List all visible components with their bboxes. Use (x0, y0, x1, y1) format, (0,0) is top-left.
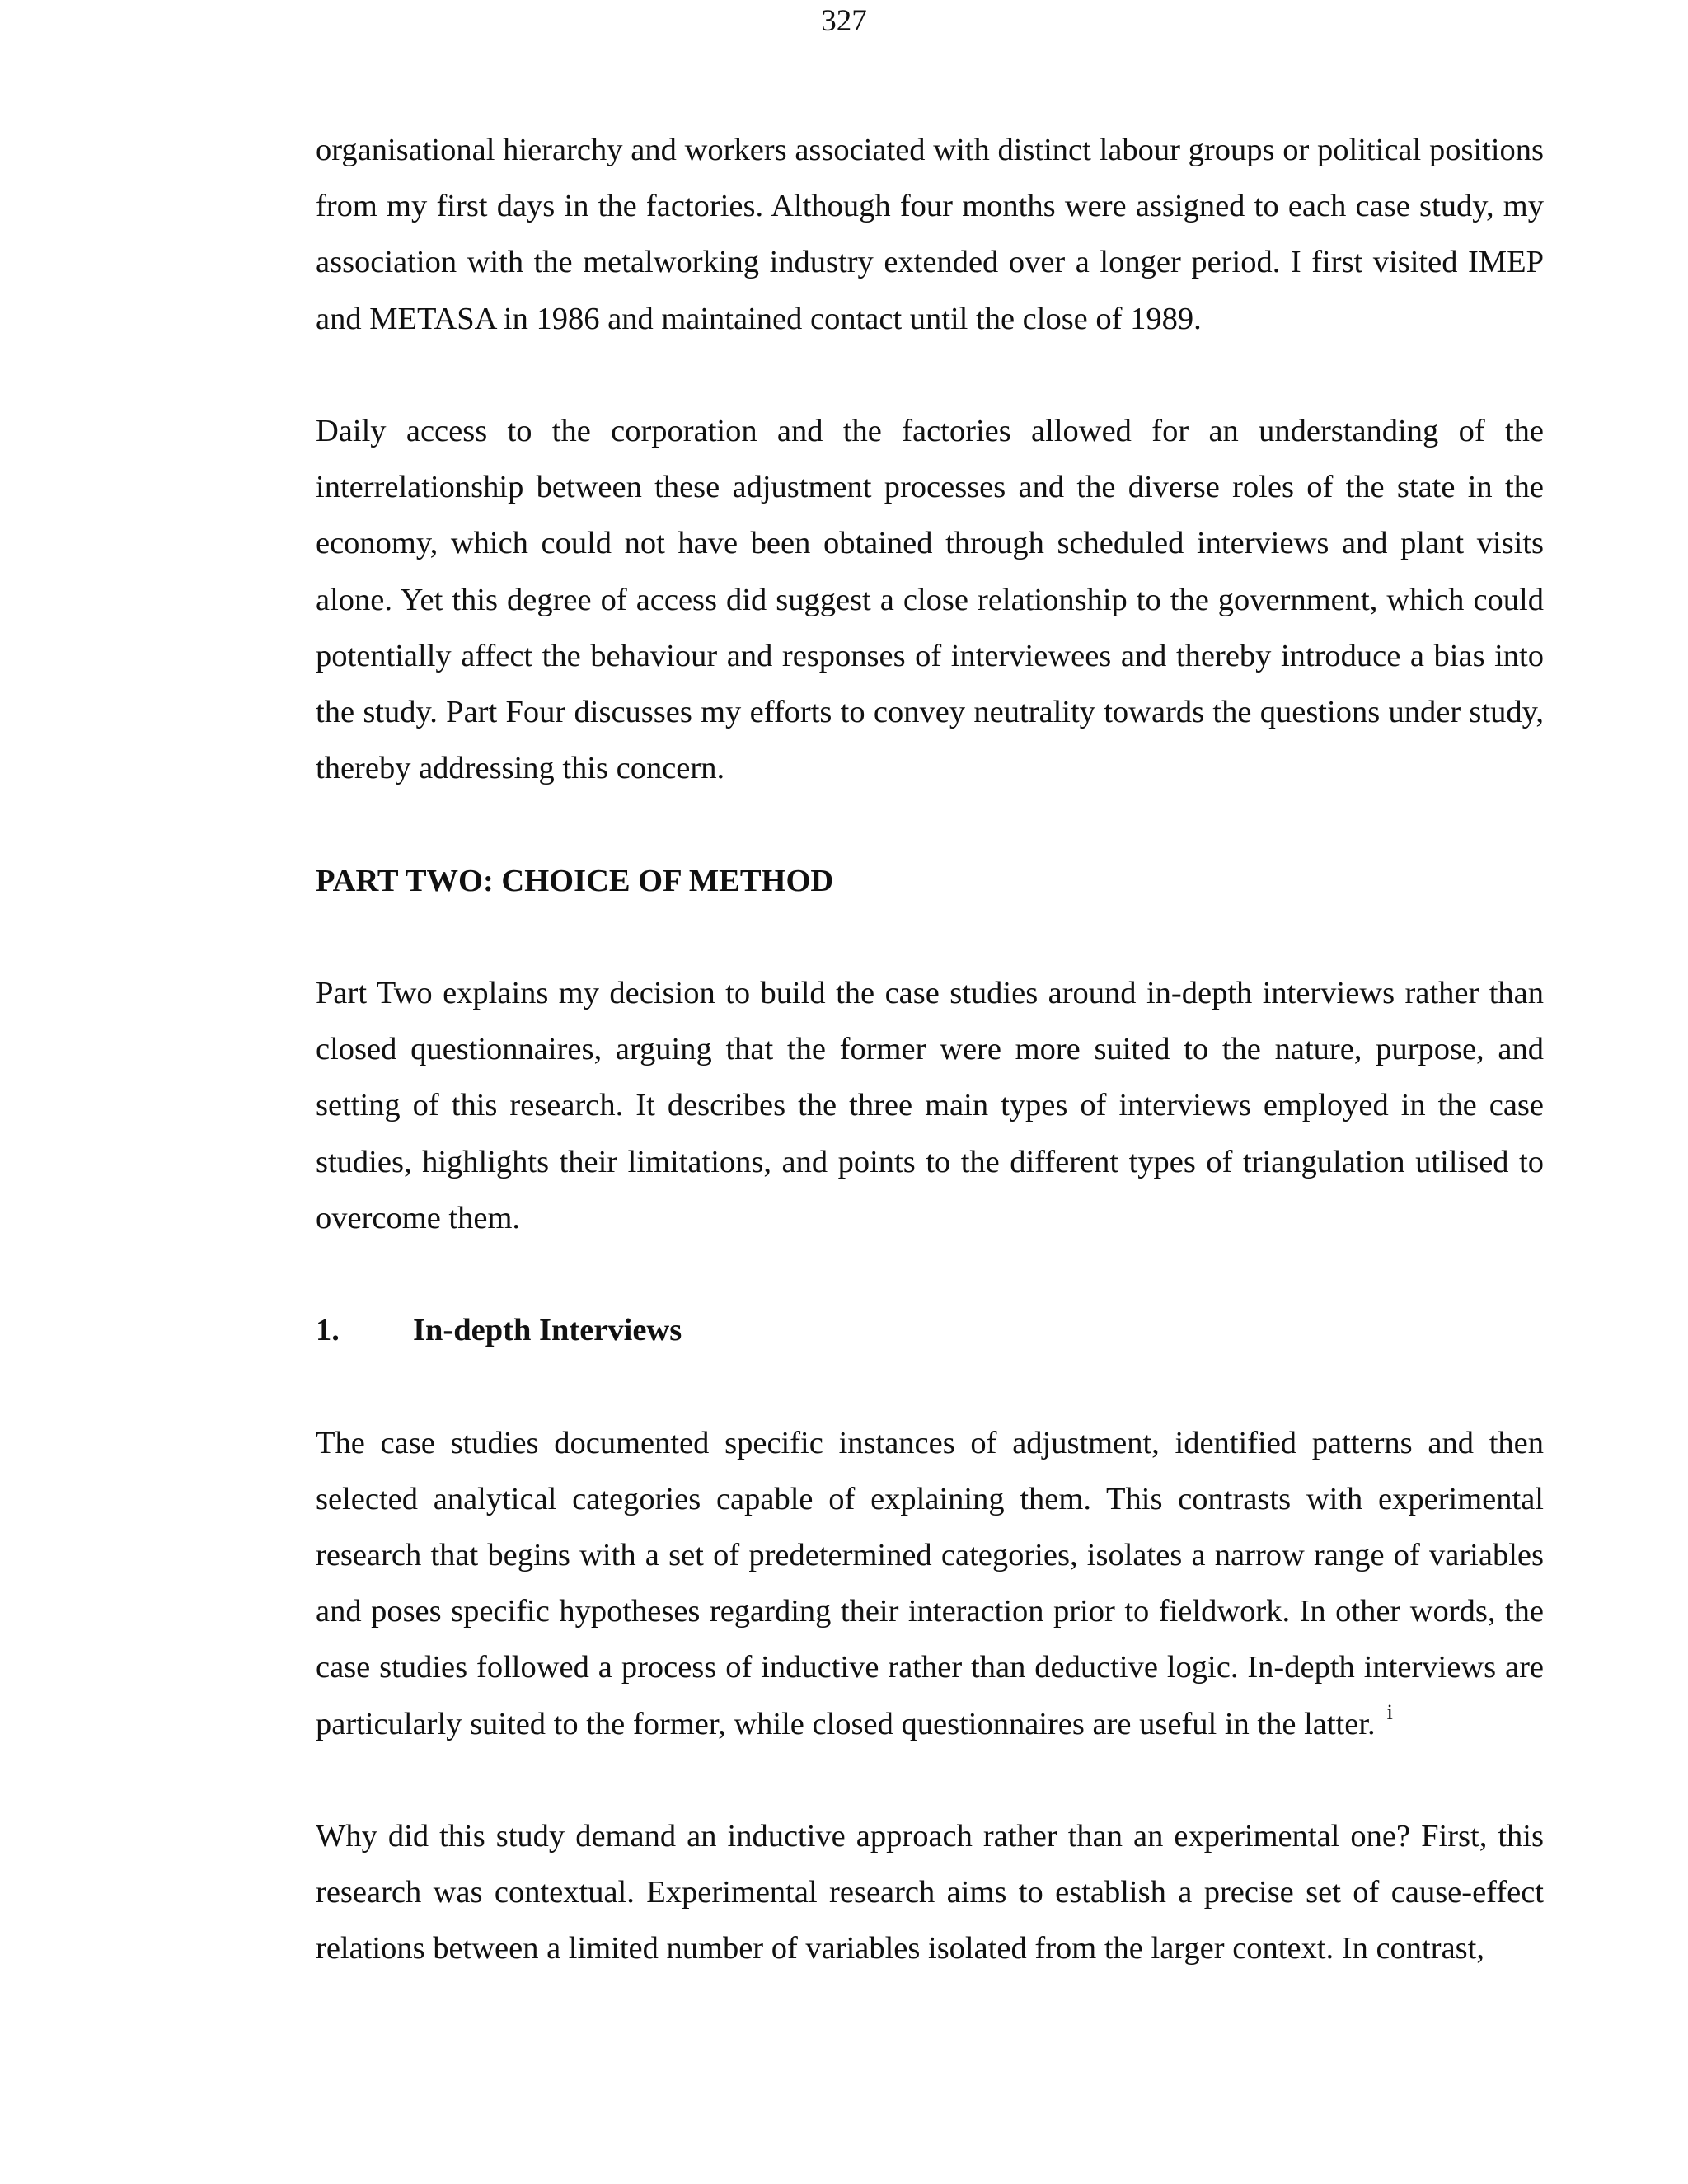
footnote-reference[interactable]: i (1386, 1699, 1393, 1724)
paragraph-2: Daily access to the corporation and the factories allowed for an understanding of the interrelationship between these adjustment processes and the diverse roles of the state in the economy, which could not have been obtained through scheduled interviews and plant visits alone. Yet this degree of access did suggest a close relationship to the government, which could potentially affect the behaviour and responses of interviewees and thereby introduce a bias into the study. Part Four discusses my efforts to convey neutrality towards the questions under study, thereby addressing this concern. (316, 414, 1544, 786)
paragraph-5: Why did this study demand an inductive approach rather than an experimental one? First, this research was contextual. Experimental research aims to establish a precise set of cause-effect relations between a limited number of variables isolated from the larger context. In contrast, (316, 1819, 1544, 1966)
page-number (0, 4, 1688, 56)
paragraph-4-text: The case studies documented specific instances of adjustment, identified patterns and then selected analytical categories capable of explaining them. This contrasts with experimental research that begins with a set of predetermined categories, isolates a narrow range of variables and poses specific hypotheses regarding their interaction prior to fieldwork. In other words, the case studies followed a process of inductive rather than deductive logic. In-depth interviews are particularly suited to the former, while closed questionnaires are useful in the latter. (316, 1425, 1544, 1741)
part-two-heading: PART TWO: CHOICE OF METHOD (316, 863, 834, 898)
section-1-title: In-depth Interviews (413, 1313, 682, 1348)
section-1-heading (316, 1302, 1544, 1358)
paragraph-4 (316, 1415, 1544, 1752)
paragraph-1: organisational hierarchy and workers associated with distinct labour groups or political positions from my first days in the factories. Although four months were assigned to each case study, my association with the metalworking industry extended over a longer period. I first visited IMEP and METASA in 1986 and maintained contact until the close of 1989. (316, 133, 1544, 336)
page-number-text: 327 (821, 4, 867, 38)
section-1-number: 1. (316, 1313, 340, 1348)
paragraph-3: Part Two explains my decision to build the case studies around in-depth interviews rather than closed questionnaires, arguing that the former were more suited to the nature, purpose, and setting of this research. It describes the three main types of interviews employed in the case studies, highlights their limitations, and points to the different types of triangulation utilised to overcome them. (316, 976, 1544, 1235)
document-body (316, 122, 1544, 1977)
